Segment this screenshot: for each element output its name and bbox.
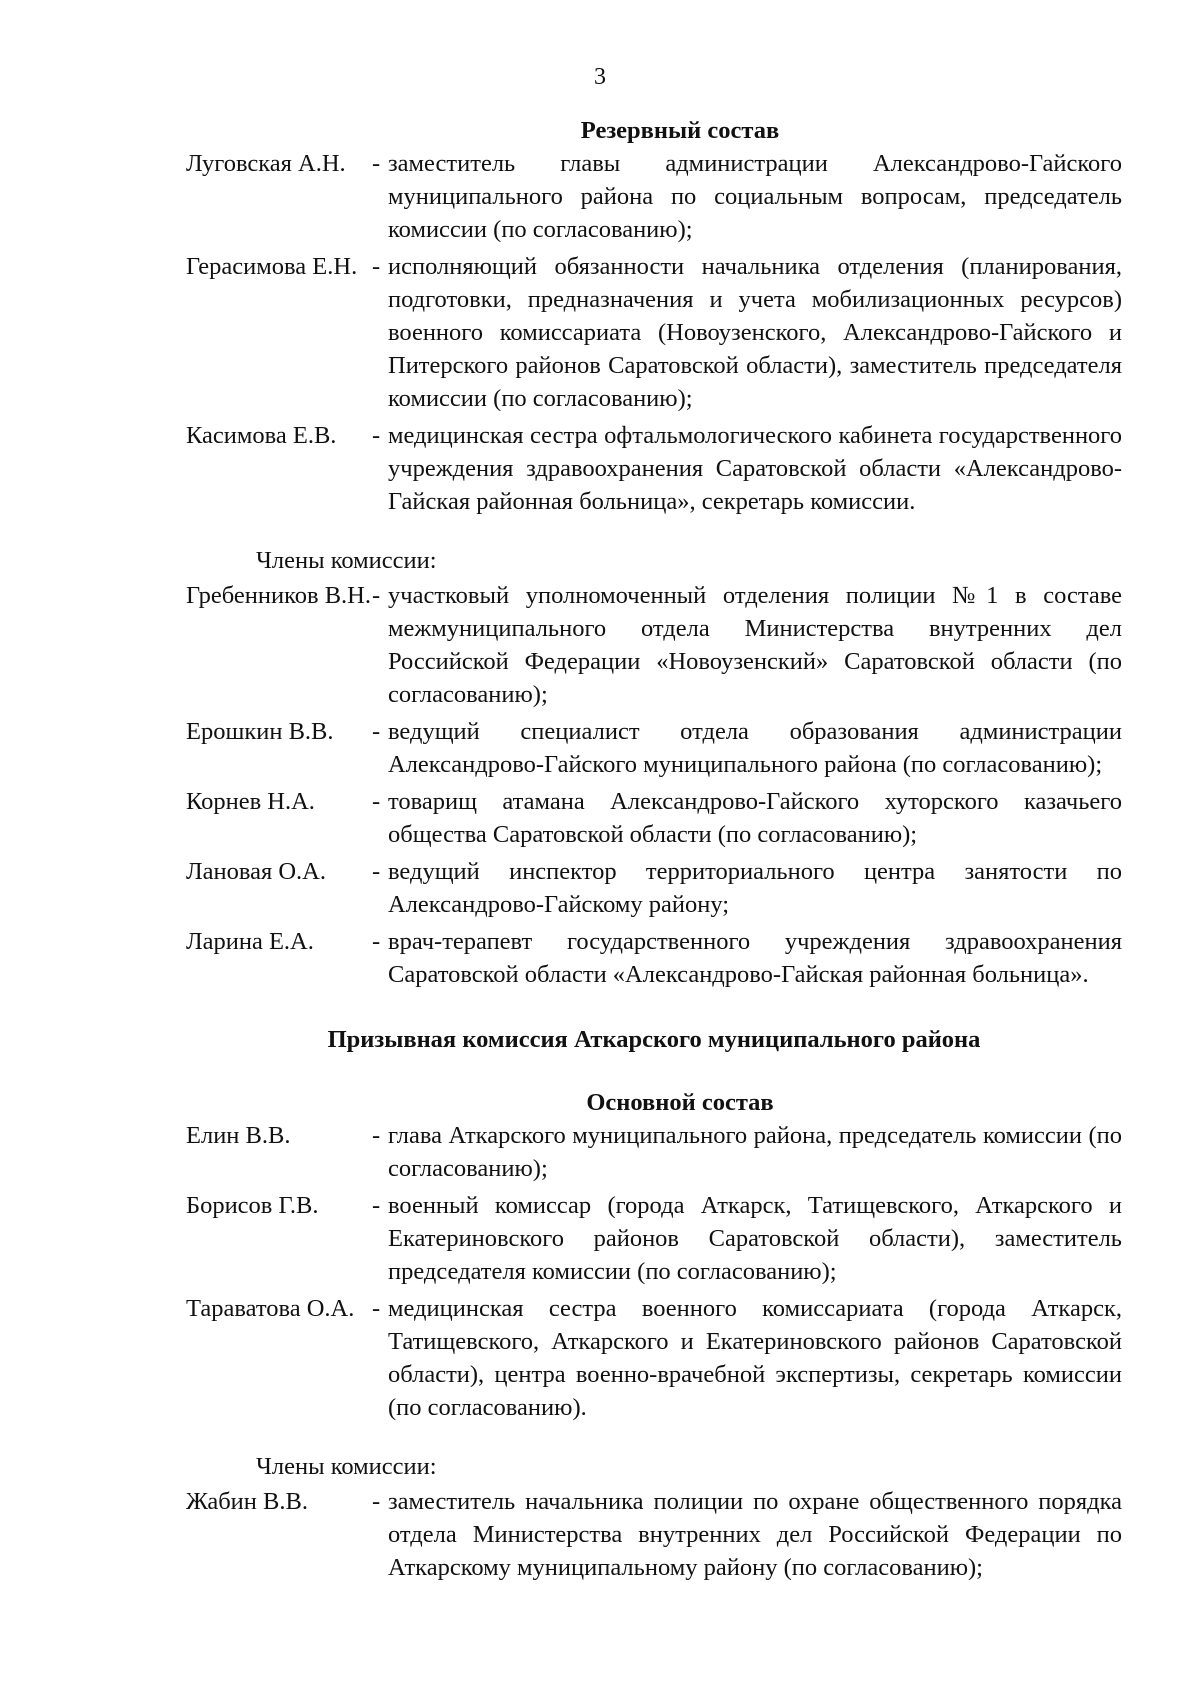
entry-dash: - (372, 928, 381, 955)
entry-dash: - (372, 150, 381, 177)
person-role: медицинская сестра военного комиссариата (города Аткарск, Татищевского, Аткарского и Екатериновского районов Саратовской области), центра военно-врачебной экспертизы, секретарь комиссии (по согласованию). (388, 1295, 1122, 1421)
person-name: Гребенников В.Н. (186, 582, 371, 609)
main-composition-heading: Основной состав (586, 1089, 774, 1116)
heading-spacer (186, 1056, 1122, 1086)
document-body (186, 114, 1122, 1588)
member-entry (186, 925, 1122, 991)
members-label: Члены комиссии: (256, 547, 437, 574)
member-entry (186, 855, 1122, 921)
person-role: ведущий инспектор территориального центра занятости по Александрово-Гайскому району; (388, 858, 1122, 918)
section-gap (186, 995, 1122, 1023)
person-role: ведущий специалист отдела образования администрации Александрово-Гайского муниципального района (по согласованию); (388, 718, 1122, 778)
person-role: участковый уполномоченный отделения полиции №1 в составе межмуниципального отдела Министерства внутренних дел Российской Федерации «Новоузенский» Саратовской области (по согласованию); (388, 582, 1122, 708)
atkarsk-entries (186, 1119, 1122, 1424)
person-role: заместитель начальника полиции по охране общественного порядка отдела Министерства внутренних дел Российской Федерации по Аткарскому муниципальному району (по согласованию); (388, 1488, 1122, 1581)
member-entry (186, 579, 1122, 711)
entry-dash: - (372, 1122, 381, 1149)
person-name: Жабин В.В. (186, 1488, 308, 1515)
member-entry (186, 785, 1122, 851)
person-role: военный комиссар (города Аткарск, Татищевского, Аткарского и Екатериновского районов Саратовской области), заместитель председателя комиссии (по согласованию); (388, 1192, 1122, 1285)
main-entry (186, 1189, 1122, 1288)
person-name: Корнев Н.А. (186, 788, 315, 815)
entry-dash: - (372, 858, 381, 885)
reserve-entry (186, 419, 1122, 518)
person-name: Ерошкин В.В. (186, 718, 334, 745)
person-name: Касимова Е.В. (186, 422, 337, 449)
entry-dash: - (372, 788, 381, 815)
entry-dash: - (372, 1488, 381, 1515)
reserve-entry (186, 147, 1122, 246)
entry-dash: - (372, 582, 381, 609)
entry-dash: - (372, 1295, 381, 1322)
reserve-entries (186, 147, 1122, 518)
member-entry (186, 715, 1122, 781)
entry-dash: - (372, 422, 381, 449)
atkarsk-members (186, 1485, 1122, 1584)
entry-dash: - (372, 253, 381, 280)
person-name: Герасимова Е.Н. (186, 253, 358, 280)
reserve-entry (186, 250, 1122, 415)
person-role: врач-терапевт государственного учреждения здравоохранения Саратовской области «Александрово-Гайская районная больница». (388, 928, 1122, 988)
page-number: 3 (594, 64, 606, 90)
entry-dash: - (372, 718, 381, 745)
person-role: медицинская сестра офтальмологического кабинета государственного учреждения здравоохранения Саратовской области «Александрово-Гайская районная больница», секретарь комиссии. (388, 422, 1122, 515)
reserve-heading: Резервный состав (580, 117, 780, 144)
person-name: Ларина Е.А. (186, 928, 314, 955)
commission-heading: Призывная комиссия Аткарского муниципального района (327, 1026, 981, 1053)
main-entry (186, 1292, 1122, 1424)
atkarsk-section (186, 1023, 1122, 1584)
person-role: исполняющий обязанности начальника отделения (планирования, подготовки, предназначения и учета мобилизационных ресурсов) военного комиссариата (Новоузенского, Александрово-Гайского и Питерского районов Саратовской области), заместитель председателя комиссии (по согласованию); (388, 253, 1122, 412)
person-name: Лановая О.А. (186, 858, 327, 885)
member-entry (186, 1485, 1122, 1584)
person-role: заместитель главы администрации Александрово-Гайского муниципального района по социальным вопросам, председатель комиссии (по согласованию); (388, 150, 1122, 243)
reserve-members (186, 579, 1122, 991)
person-role: глава Аткарского муниципального района, председатель комиссии (по согласованию); (388, 1122, 1122, 1182)
person-name: Борисов Г.В. (186, 1192, 319, 1219)
reserve-section (186, 114, 1122, 991)
person-name: Елин В.В. (186, 1122, 291, 1149)
person-name: Тараватова О.А. (186, 1295, 355, 1322)
entry-dash: - (372, 1192, 381, 1219)
main-entry (186, 1119, 1122, 1185)
members-label: Члены комиссии: (256, 1453, 437, 1480)
person-name: Луговская А.Н. (186, 150, 346, 177)
person-role: товарищ атамана Александрово-Гайского хуторского казачьего общества Саратовской области (по согласованию); (388, 788, 1122, 848)
